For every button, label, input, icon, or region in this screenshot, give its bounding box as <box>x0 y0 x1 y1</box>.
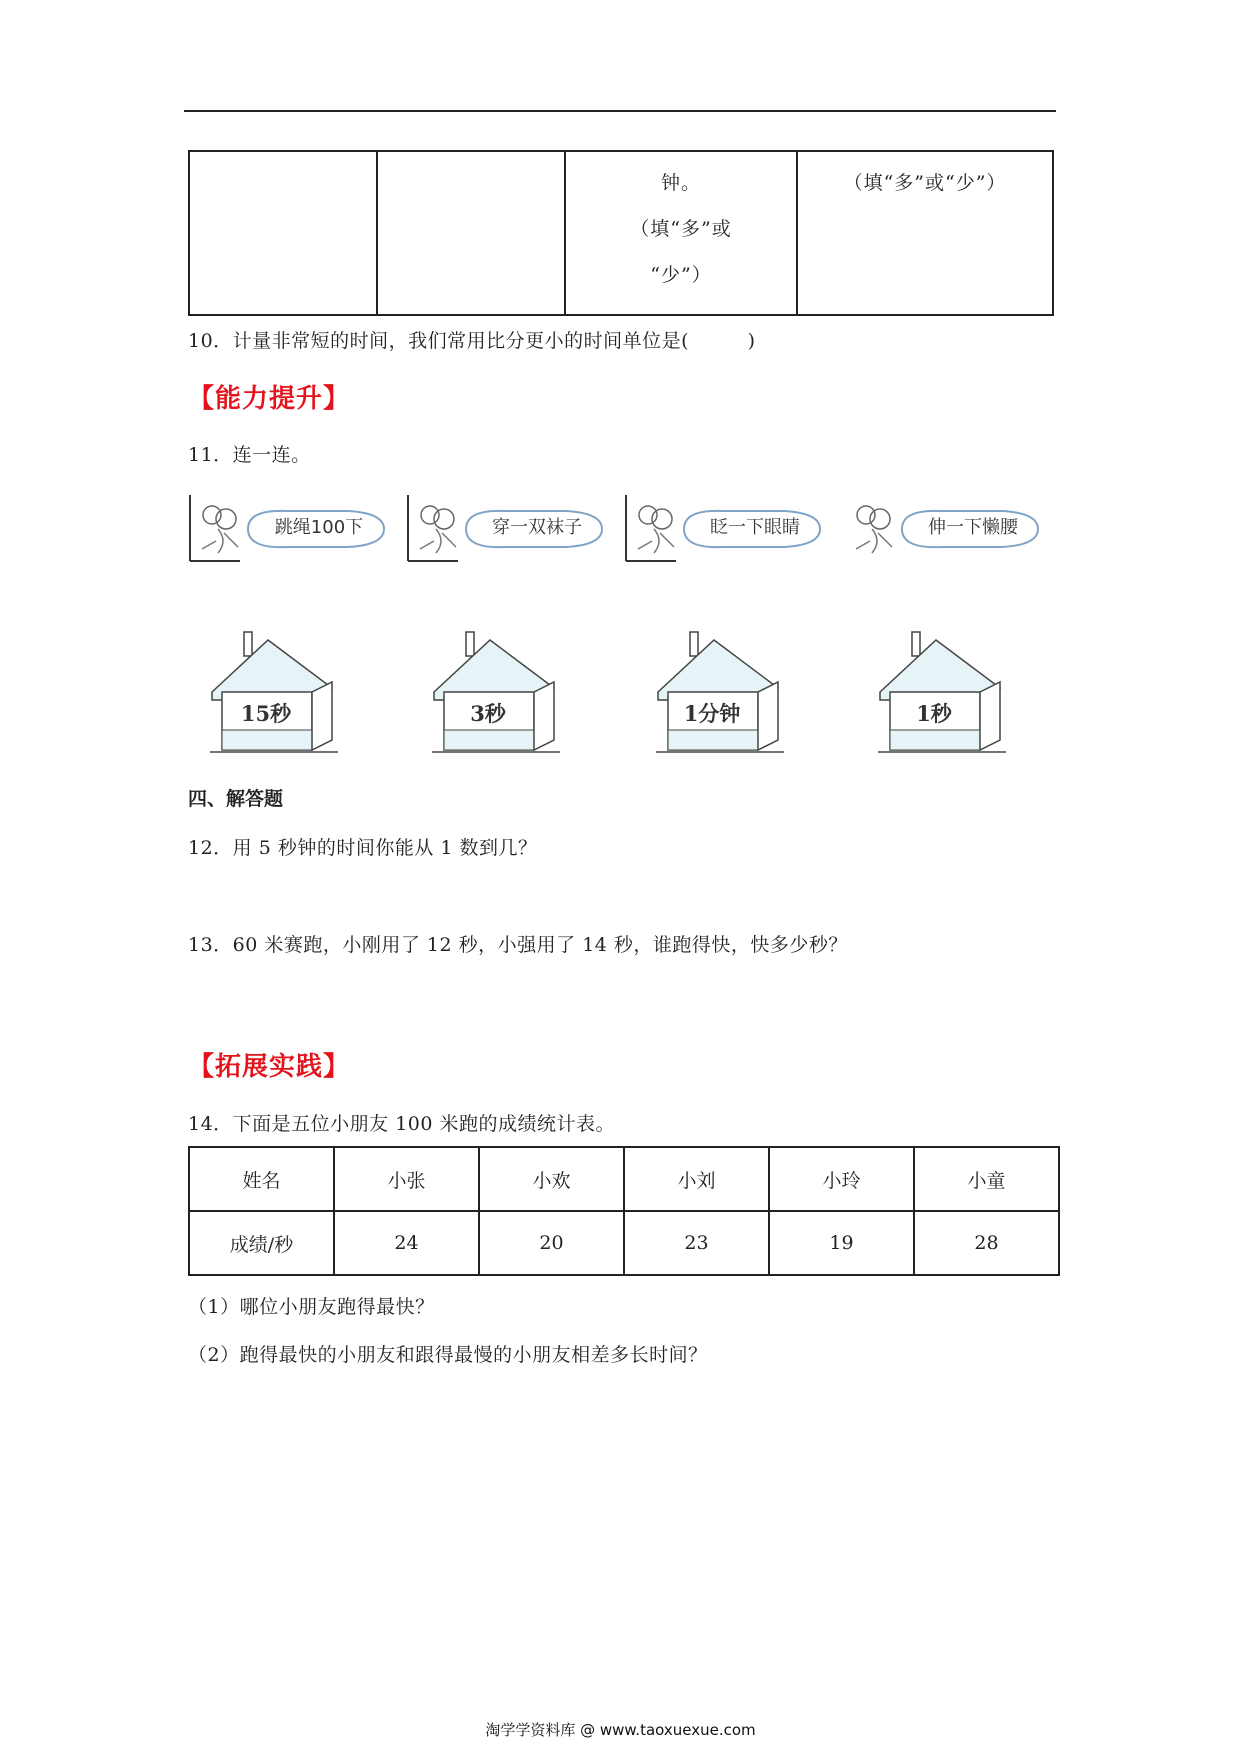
house-label-2: 3秒 <box>470 701 506 726</box>
section-expand-heading: 【拓展实践】 <box>188 1052 351 1082</box>
house-4[interactable] <box>878 630 1008 755</box>
table-cell: 成绩/秒 <box>189 1211 334 1275</box>
table-cell: 23 <box>624 1211 769 1275</box>
activity-card-2[interactable] <box>406 493 606 563</box>
top-table-cell-4 <box>797 151 1053 315</box>
top-table-cell-3 <box>565 151 797 315</box>
top-table <box>188 150 1054 316</box>
table-cell: 28 <box>914 1211 1059 1275</box>
cell3-line-3: “少”） <box>650 264 712 286</box>
house-label-4: 1秒 <box>916 701 952 726</box>
question-11: 11．连一连。 <box>188 444 311 466</box>
cell3-line-1: 钟。 <box>660 172 701 194</box>
top-table-cell-2 <box>377 151 565 315</box>
question-10: 10．计量非常短的时间，我们常用比分更小的时间单位是( ) <box>188 330 756 352</box>
house-3[interactable] <box>656 630 786 755</box>
house-icon <box>210 630 340 755</box>
house-icon <box>878 630 1008 755</box>
question-13: 13．60 米赛跑，小刚用了 12 秒，小强用了 14 秒，谁跑得快，快多少秒？ <box>188 934 848 956</box>
header-rule <box>184 110 1056 112</box>
question-14: 14．下面是五位小朋友 100 米跑的成绩统计表。 <box>188 1113 616 1135</box>
footer-watermark: 淘学学资料库 @ www.taoxuexue.com <box>485 1721 756 1739</box>
activity-card-1[interactable] <box>188 493 388 563</box>
activity-label-1: 跳绳100下 <box>274 517 364 538</box>
house-label-3: 1分钟 <box>683 701 741 726</box>
section-four-heading: 四、解答题 <box>188 788 284 810</box>
activity-card-4[interactable] <box>842 493 1042 563</box>
section-ability-heading: 【能力提升】 <box>188 384 351 414</box>
cell3-line-2: （填“多”或 <box>630 218 732 240</box>
table-header-cell: 小刘 <box>624 1147 769 1211</box>
house-label-1: 15秒 <box>240 701 292 726</box>
activity-card-3[interactable] <box>624 493 824 563</box>
table-header-cell: 姓名 <box>189 1147 334 1211</box>
table-row <box>189 1147 1059 1211</box>
activity-label-4: 伸一下懒腰 <box>928 517 1018 538</box>
question-12: 12．用 5 秒钟的时间你能从 1 数到几？ <box>188 837 538 859</box>
house-icon <box>432 630 562 755</box>
table-cell: 24 <box>334 1211 479 1275</box>
table-row <box>189 1211 1059 1275</box>
house-icon <box>656 630 786 755</box>
house-1[interactable] <box>210 630 340 755</box>
table-header-cell: 小张 <box>334 1147 479 1211</box>
table-header-cell: 小玲 <box>769 1147 914 1211</box>
table-header-cell: 小欢 <box>479 1147 624 1211</box>
house-2[interactable] <box>432 630 562 755</box>
table-header-cell: 小童 <box>914 1147 1059 1211</box>
activity-label-3: 眨一下眼睛 <box>710 517 800 538</box>
top-table-cell-1 <box>189 151 377 315</box>
table-cell: 20 <box>479 1211 624 1275</box>
table-cell: 19 <box>769 1211 914 1275</box>
question-14-2: （2）跑得最快的小朋友和跟得最慢的小朋友相差多长时间？ <box>188 1344 708 1366</box>
score-table <box>188 1146 1060 1276</box>
cell4-text: （填“多”或“少”） <box>843 172 1007 194</box>
question-14-1: （1）哪位小朋友跑得最快？ <box>188 1296 435 1318</box>
activity-label-2: 穿一双袜子 <box>492 517 582 538</box>
